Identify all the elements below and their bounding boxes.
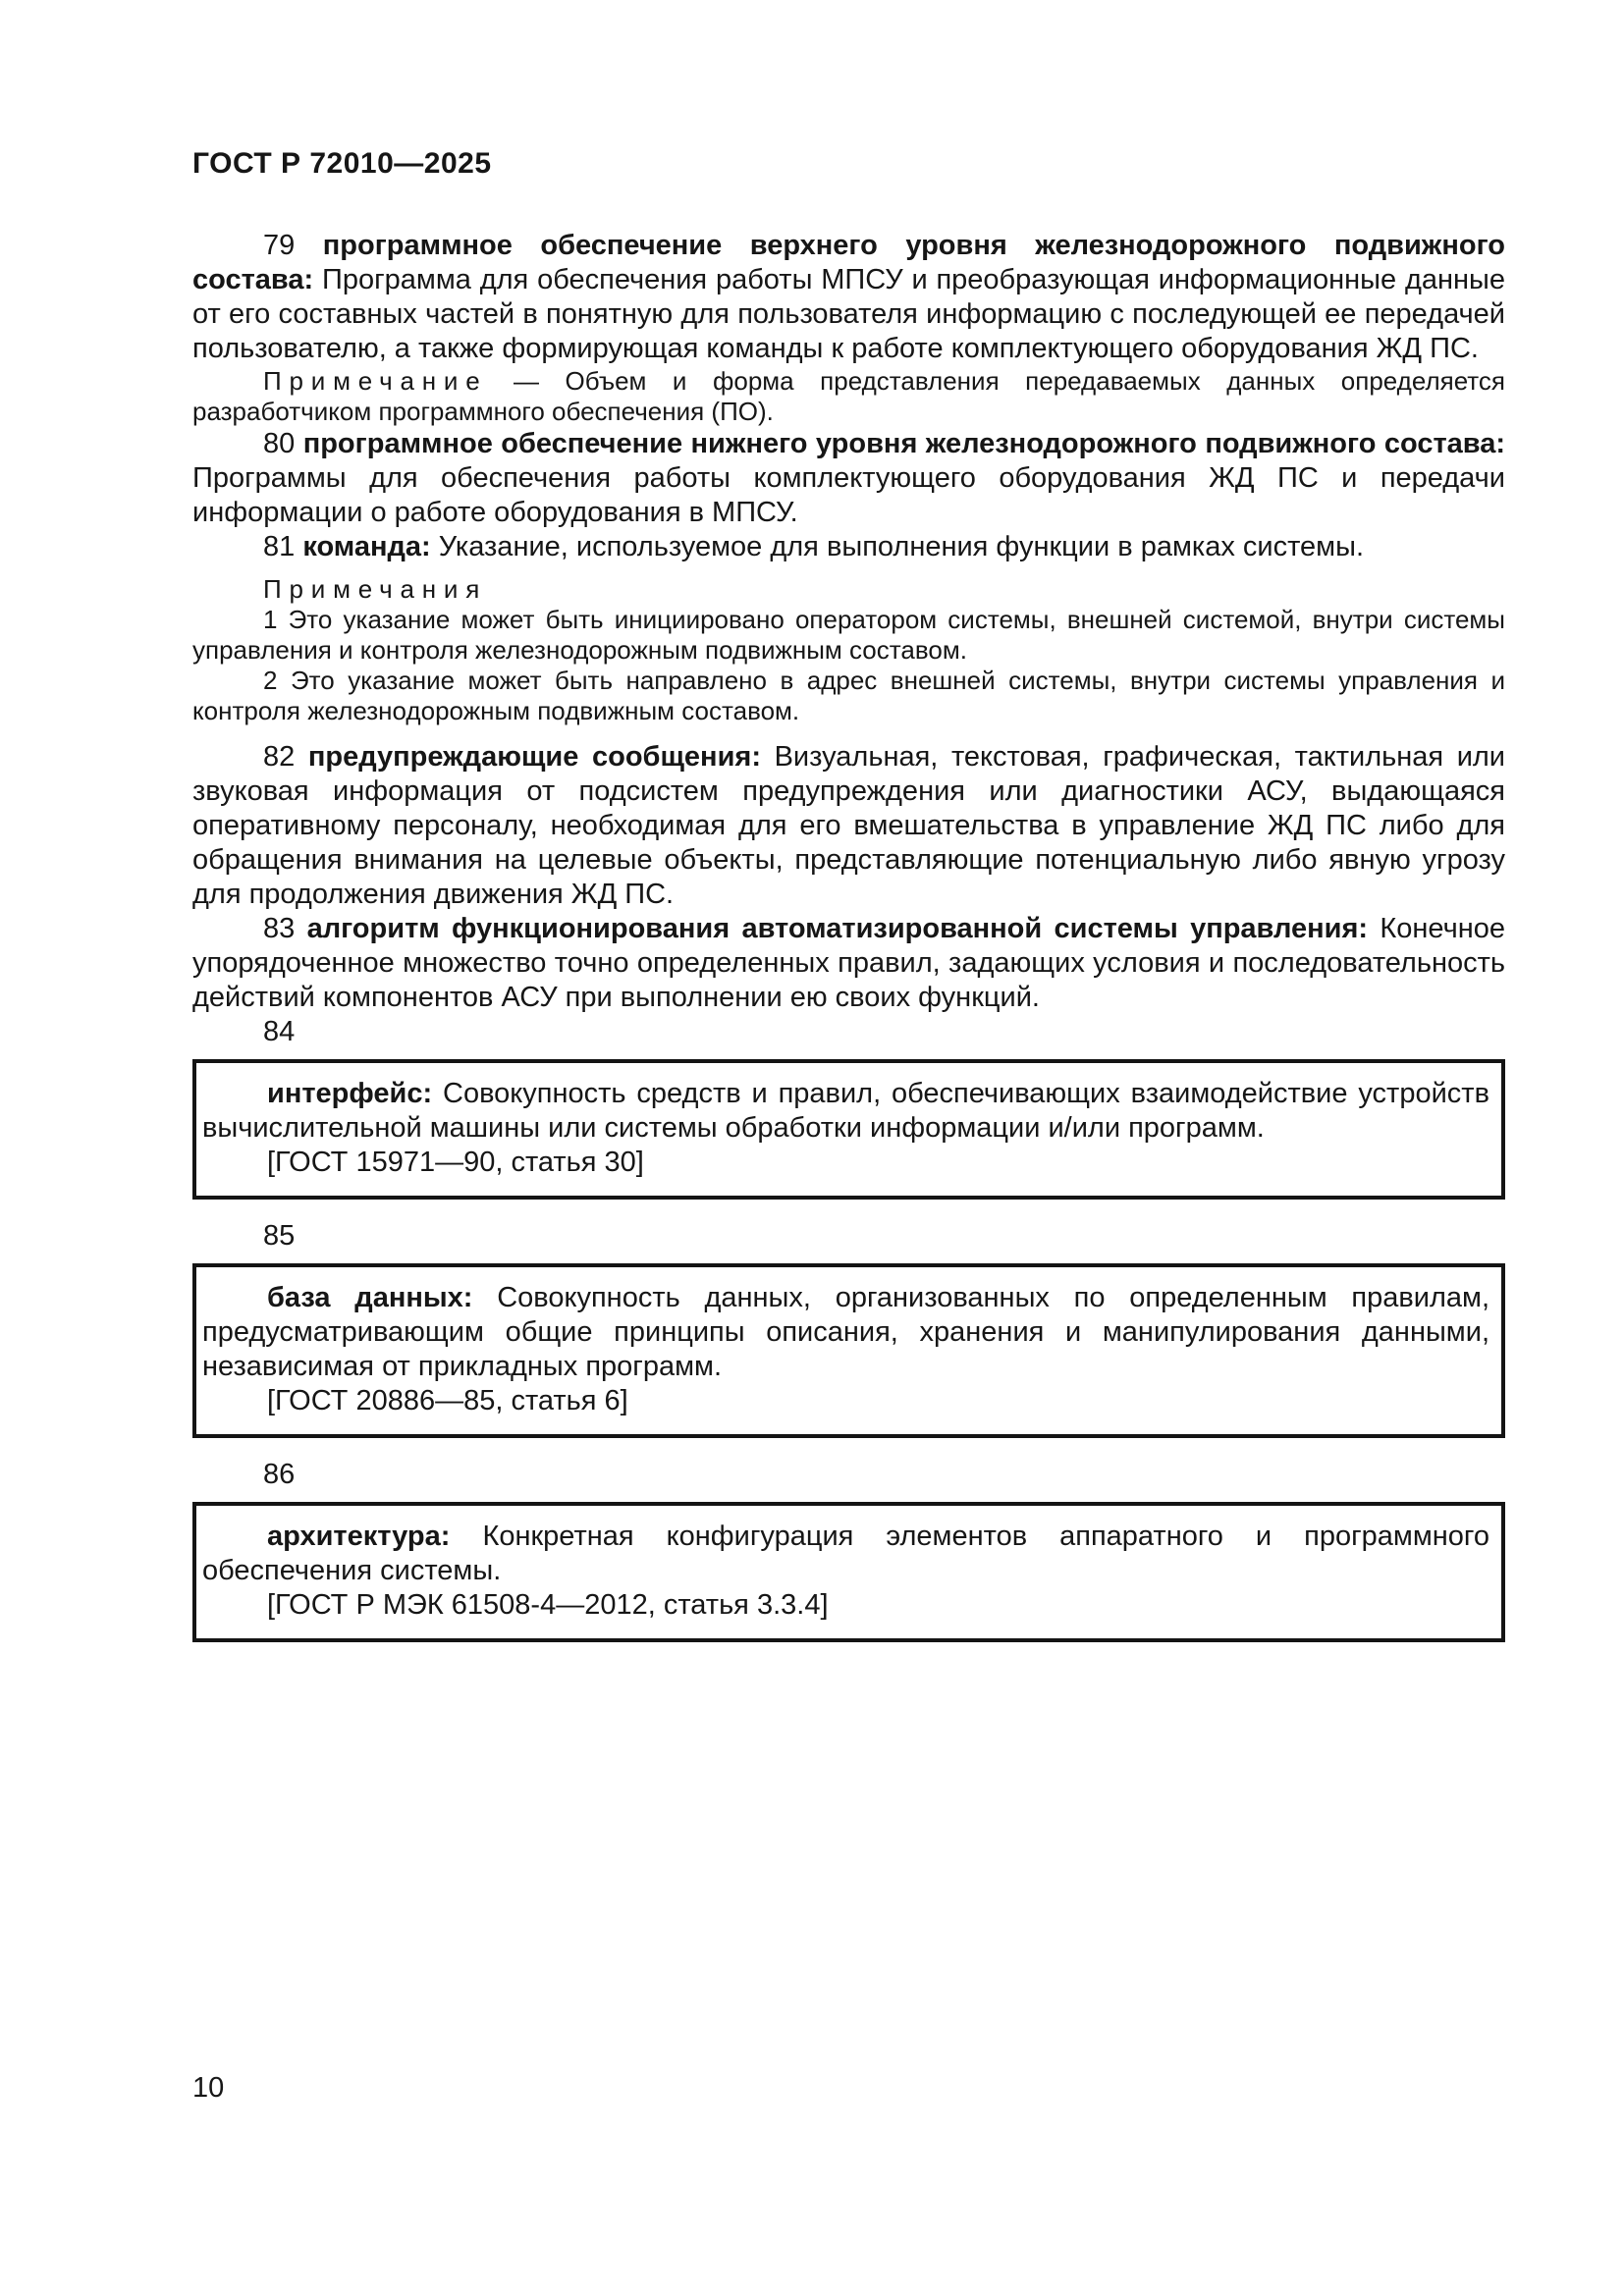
note-79-label: Примечание bbox=[263, 366, 488, 396]
document-code: ГОСТ Р 72010—2025 bbox=[192, 147, 492, 180]
quoted-term-box-86 bbox=[192, 1502, 1505, 1642]
note-79-text: — Объем и форма представления передаваемых данных определяется разработчиком программного обеспечения (ПО). bbox=[192, 366, 1505, 426]
term-name-82: предупреждающие сообщения: bbox=[307, 741, 761, 773]
note-81-item-2 bbox=[192, 666, 1505, 726]
quoted-term-box-84 bbox=[192, 1059, 1505, 1200]
term-number-80: 80 bbox=[263, 428, 296, 459]
quoted-term-85-paragraph bbox=[202, 1281, 1489, 1384]
notes-81-label: Примечания bbox=[263, 574, 488, 604]
term-paragraph-83 bbox=[192, 912, 1505, 1015]
term-name-80: программное обеспечение нижнего уровня железнодорожного подвижного состава: bbox=[302, 428, 1506, 459]
quoted-term-number-85: 85 bbox=[263, 1220, 296, 1252]
term-definition-83: Конечное упорядоченное множество точно определенных правил, задающих условия и последовательность действий компонентов АСУ при выполнении ею своих функций. bbox=[192, 913, 1505, 1013]
document-code-header bbox=[192, 147, 492, 181]
notes-81 bbox=[192, 574, 1505, 726]
quoted-term-84-paragraph bbox=[202, 1077, 1489, 1146]
note-81-item-2-text: Это указание может быть направлено в адрес внешней системы, внутри системы управления и контроля железнодорожным подвижным составом. bbox=[192, 666, 1506, 725]
quoted-term-84-definition: Совокупность средств и правил, обеспечивающих взаимодействие устройств вычислительной машины или системы обработки информации и/или программ. bbox=[202, 1078, 1489, 1144]
term-name-81: команда: bbox=[302, 531, 431, 562]
term-number-83: 83 bbox=[263, 913, 296, 944]
quoted-term-84-name: интерфейс: bbox=[267, 1078, 433, 1109]
term-number-81: 81 bbox=[263, 531, 296, 562]
page-content bbox=[192, 229, 1505, 1662]
note-81-item-1-text: Это указание может быть инициировано оператором системы, внешней системой, внутри системы управления и контроля железнодорожным подвижным составом. bbox=[192, 605, 1505, 665]
note-81-item-2-num: 2 bbox=[263, 666, 278, 695]
page-number: 10 bbox=[192, 2072, 225, 2104]
quoted-term-86-paragraph bbox=[202, 1520, 1489, 1588]
term-name-83: алгоритм функционирования автоматизированной системы управления: bbox=[306, 913, 1369, 944]
term-paragraph-79 bbox=[192, 229, 1505, 366]
quoted-term-86-name: архитектура: bbox=[267, 1521, 451, 1552]
term-paragraph-82 bbox=[192, 740, 1505, 912]
quoted-term-86-source: [ГОСТ Р МЭК 61508-4—2012, статья 3.3.4] bbox=[267, 1589, 829, 1621]
quoted-term-number-86: 86 bbox=[263, 1459, 296, 1490]
note-79 bbox=[192, 366, 1505, 427]
quoted-term-84-source: [ГОСТ 15971—90, статья 30] bbox=[267, 1147, 644, 1178]
notes-81-label-line bbox=[192, 574, 1505, 605]
term-definition-80: Программы для обеспечения работы комплектующего оборудования ЖД ПС и передачи информации о работе оборудования в МПСУ. bbox=[192, 462, 1505, 528]
term-name-79: программное обеспечение верхнего уровня железнодорожного подвижного состава: bbox=[192, 230, 1505, 295]
quoted-term-85-name: база данных: bbox=[267, 1282, 473, 1313]
quoted-term-number-84: 84 bbox=[263, 1016, 296, 1047]
term-paragraph-81 bbox=[192, 530, 1505, 564]
term-definition-82: Визуальная, текстовая, графическая, тактильная или звуковая информация от подсистем предупреждения или диагностики АСУ, выдающаяся оперативному персоналу, необходимая для его вмешательства в управление ЖД ПС либо для обращения внимания на целевые объекты, представляющие потенциальную либо явную угрозу для продолжения движения ЖД ПС. bbox=[192, 741, 1506, 910]
term-number-82: 82 bbox=[263, 741, 296, 773]
quoted-term-85-source: [ГОСТ 20886—85, статья 6] bbox=[267, 1385, 628, 1416]
term-definition-79: Программа для обеспечения работы МПСУ и преобразующая информационные данные от его составных частей в понятную для пользователя информацию с последующей ее передачей пользователю, а также формирующая команды к работе комплектующего оборудования ЖД ПС. bbox=[192, 264, 1505, 364]
quoted-term-86-definition: Конкретная конфигурация элементов аппаратного и программного обеспечения системы. bbox=[202, 1521, 1490, 1586]
quoted-term-box-85 bbox=[192, 1263, 1505, 1438]
page-footer bbox=[192, 2071, 224, 2106]
note-81-item-1 bbox=[192, 605, 1505, 666]
term-paragraph-80 bbox=[192, 427, 1505, 530]
quoted-term-85-definition: Совокупность данных, организованных по определенным правилам, предусматривающим общие принципы описания, хранения и манипулирования данными, независимая от прикладных программ. bbox=[202, 1282, 1489, 1382]
term-definition-81: Указание, используемое для выполнения функции в рамках системы. bbox=[438, 531, 1365, 562]
term-number-79: 79 bbox=[263, 230, 296, 261]
note-81-item-1-num: 1 bbox=[263, 605, 278, 634]
